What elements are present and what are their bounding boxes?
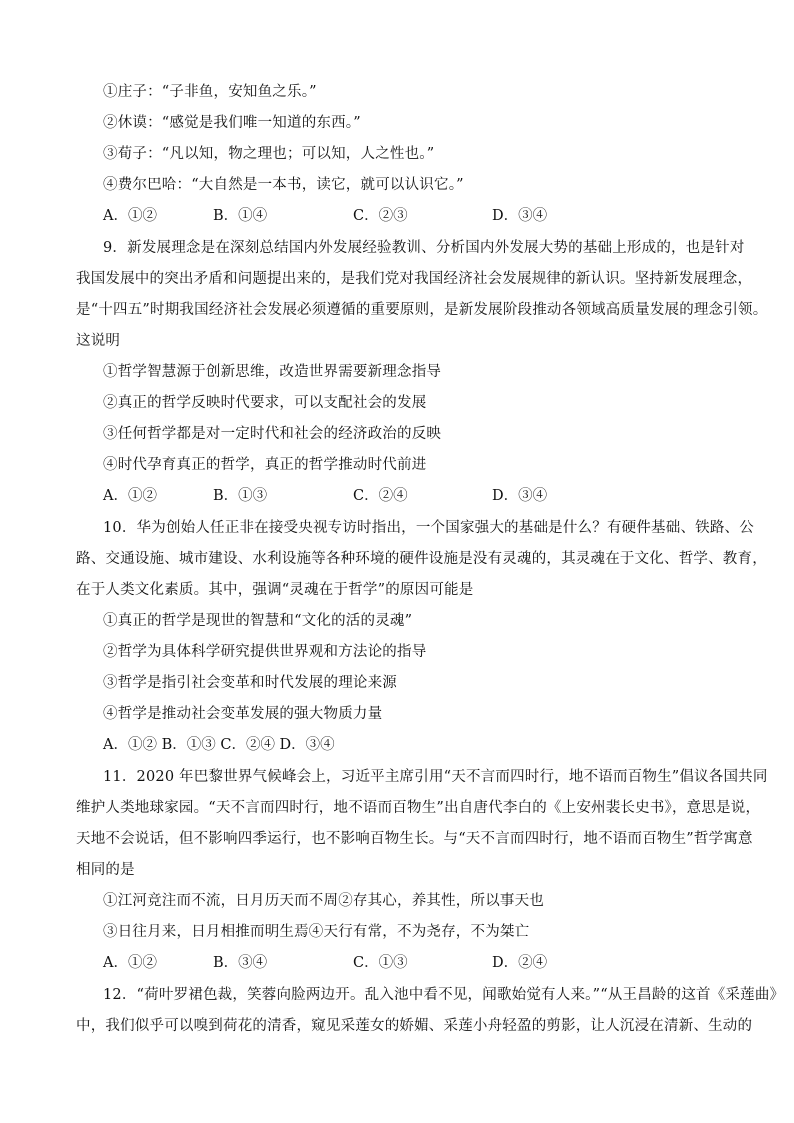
q9-item-2: ②真正的哲学反映时代要求，可以支配社会的发展 [103, 395, 427, 411]
q9-option-d: D．③④ [492, 488, 548, 504]
q11-stem-line-4: 相同的是 [76, 862, 135, 878]
q9-stem-line-4: 这说明 [76, 333, 121, 349]
q11-option-a: A．①② [103, 955, 157, 971]
q11-stem-line-2: 维护人类地球家园。“天不言而四时行，地不语而百物生”出自唐代李白的《上安州裴长史书》，意思是说， [76, 800, 761, 816]
q8-option-a: A．①② [103, 208, 157, 224]
q9-stem-line-2: 我国发展中的突出矛盾和问题提出来的，是我们党对我国经济社会发展规律的新认识。坚持新发展理念， [76, 271, 753, 287]
q9-option-c: C．②④ [353, 488, 408, 504]
q10-stem-line-2: 路、交通设施、城市建设、水利设施等各种环境的硬件设施是没有灵魂的，其灵魂在于文化、哲学、教育， [76, 551, 767, 567]
q10-options: A．①② B．①③ C．②④ D．③④ [103, 737, 335, 753]
q9-item-4: ④时代孕育真正的哲学，真正的哲学推动时代前进 [103, 457, 427, 473]
q10-stem-line-1: 10．华为创始人任正非在接受央视专访时指出，一个国家强大的基础是什么？有硬件基础、铁路、公 [103, 520, 754, 536]
q11-option-d: D．②④ [492, 955, 548, 971]
q8-option-d: D．③④ [492, 208, 548, 224]
q11-stem-line-3: 天地不会说话，但不影响四季运行，也不影响百物生长。与“天不言而四时行，地不语而百物生”哲学寓意 [76, 831, 753, 847]
q11-item-1: ①江河竞注而不流，日月历天而不周②存其心，养其性，所以事天也 [103, 893, 544, 909]
q9-option-b: B．①③ [213, 488, 268, 504]
q9-item-1: ①哲学智慧源于创新思维，改造世界需要新理念指导 [103, 364, 442, 380]
q9-stem-line-1: 9．新发展理念是在深刻总结国内外发展经验教训、分析国内外发展大势的基础上形成的，也是针对 [103, 240, 745, 256]
q11-stem-line-1: 11．2020 年巴黎世界气候峰会上，习近平主席引用“天不言而四时行，地不语而百物生”倡议各国共同 [103, 769, 768, 785]
q11-option-b: B．③④ [213, 955, 268, 971]
q10-item-1: ①真正的哲学是现世的智慧和“文化的活的灵魂” [103, 613, 413, 629]
q10-item-3: ③哲学是指引社会变革和时代发展的理论来源 [103, 675, 397, 691]
q10-stem-line-3: 在于人类文化素质。其中，强调“灵魂在于哲学”的原因可能是 [76, 582, 474, 598]
q10-item-2: ②哲学为具体科学研究提供世界观和方法论的指导 [103, 644, 427, 660]
q8-option-c: C．②③ [353, 208, 408, 224]
q9-item-3: ③任何哲学都是对一定时代和社会的经济政治的反映 [103, 426, 442, 442]
q8-item-3: ③荀子：“凡以知，物之理也；可以知，人之性也。” [103, 146, 435, 162]
q8-item-4: ④费尔巴哈：“大自然是一本书，读它，就可以认识它。” [103, 177, 464, 193]
q11-option-c: C．①③ [353, 955, 408, 971]
q8-item-2: ②休谟：“感觉是我们唯一知道的东西。” [103, 115, 361, 131]
q9-stem-line-3: 是“十四五”时期我国经济社会发展必须遵循的重要原则，是新发展阶段推动各领域高质量发展的理念引领。 [76, 302, 768, 318]
q11-item-2: ③日往月来，日月相推而明生焉④天行有常，不为尧存，不为桀亡 [103, 924, 530, 940]
q12-stem-line-2: 中，我们似乎可以嗅到荷花的清香，窥见采莲女的娇媚、采莲小舟轻盈的剪影，让人沉浸在清新、生动的 [76, 1018, 753, 1034]
q8-option-b: B．①④ [213, 208, 268, 224]
q10-item-4: ④哲学是推动社会变革发展的强大物质力量 [103, 706, 383, 722]
q8-item-1: ①庄子：“子非鱼，安知鱼之乐。” [103, 84, 317, 100]
q12-stem-line-1: 12．“荷叶罗裙色裁，笑蓉向脸两边开。乱入池中看不见，闻歌始觉有人来。”“从王昌龄的这首《采莲曲》 [103, 987, 785, 1003]
q9-option-a: A．①② [103, 488, 157, 504]
